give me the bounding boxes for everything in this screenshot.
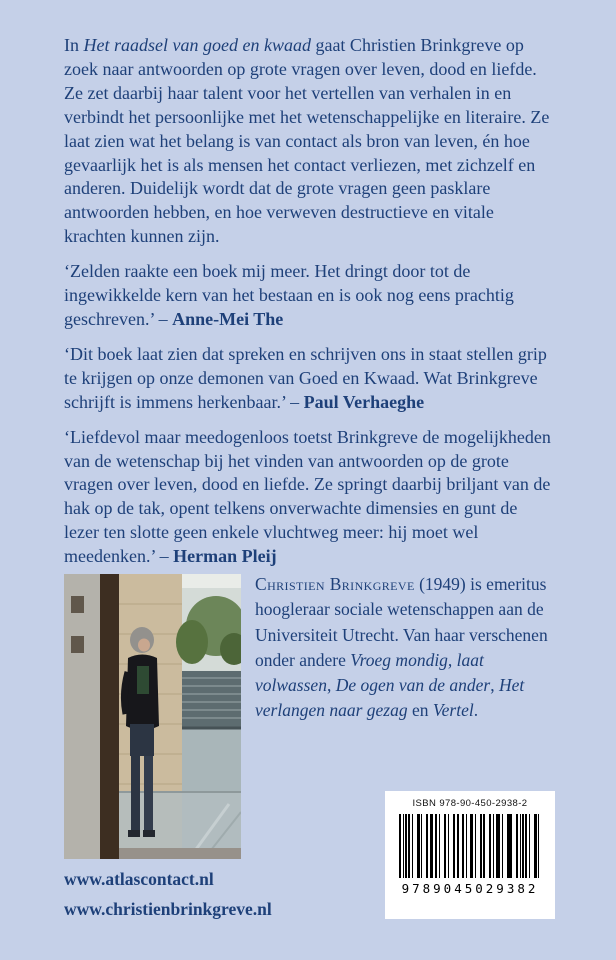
barcode-digits: 9789045029382 bbox=[401, 881, 539, 896]
quote-herman-pleij bbox=[64, 426, 556, 569]
bio-work-title: Vroeg mondig, laat volwassen bbox=[255, 649, 484, 696]
intro-pre: In bbox=[64, 35, 84, 55]
intro-paragraph bbox=[64, 34, 556, 249]
back-cover-text bbox=[64, 34, 556, 580]
bio-work-title: Vertel bbox=[432, 700, 474, 721]
bio-separator: en bbox=[407, 700, 433, 721]
quote-text: ‘Liefdevol maar meedogenloos toetst Brinkgreve de mogelijkheden van de wetenschap bij het vinden van antwoorden op de grote vragen over leven, dood en liefde. Ze springt daarbij briljant van de hak op de tak, opent telkens onverwachte dimensies en gunt de lezer ten slotte geen enkele vluchtweg meer: hij moet wel meedenken.’ – bbox=[64, 426, 551, 567]
publisher-links bbox=[64, 864, 272, 924]
author-photo bbox=[64, 574, 241, 859]
barcode-bars bbox=[399, 814, 541, 878]
bio-period: . bbox=[473, 700, 479, 721]
bio-separator: , bbox=[326, 675, 336, 696]
intro-rest: gaat Christien Brinkgreve op zoek naar antwoorden op grote vragen over leven, dood en liefde. Ze zet daarbij haar talent voor het vertellen van verhalen in en verbindt het persoonlijke met het wetenschappelijke en literaire. Ze laat zien wat het belang is van contact als bron van leven, én hoe gevaarlijk het is als mensen het contact verliezen, met zichzelf en anderen. Duidelijk wordt dat de grote vragen geen pasklare antwoorden hebben, en hoe verweven destructieve en vitale krachten kunnen zijn. bbox=[64, 35, 550, 247]
quote-author: Paul Verhaeghe bbox=[303, 391, 425, 412]
author-photo-illustration bbox=[64, 574, 241, 859]
bio-work-title: De ogen van de ander bbox=[335, 675, 491, 696]
link-christienbrinkgreve[interactable]: www.christienbrinkgreve.nl bbox=[64, 899, 272, 919]
bio-separator: , bbox=[490, 675, 499, 696]
bio-work-title: Het verlangen naar gezag bbox=[255, 675, 525, 721]
book-title: Het raadsel van goed en kwaad bbox=[83, 35, 311, 55]
quote-paul-verhaeghe bbox=[64, 343, 556, 415]
author-name: Christien Brinkgreve bbox=[255, 574, 415, 594]
quote-text: ‘Zelden raakte een boek mij meer. Het dringt door tot de ingewikkelde kern van het bestaan en is ook nog eens prachtig geschreven.’ – bbox=[64, 261, 514, 329]
quote-anne-mei-the bbox=[64, 260, 556, 332]
quote-author: Herman Pleij bbox=[173, 546, 277, 567]
barcode-panel bbox=[385, 791, 555, 919]
bio-text: (1949) is emeritus hoogleraar sociale wetenschappen aan de Universiteit Utrecht. Van haar verschenen onder andere bbox=[255, 574, 548, 670]
isbn-label: ISBN 978-90-450-2938-2 bbox=[412, 798, 528, 809]
quote-text: ‘Dit boek laat zien dat spreken en schrijven ons in staat stellen grip te krijgen op onze demonen van Goed en Kwaad. Wat Brinkgreve schrijft is immens herkenbaar.’ – bbox=[64, 343, 547, 412]
quote-author: Anne-Mei The bbox=[172, 308, 284, 329]
link-atlascontact[interactable]: www.atlascontact.nl bbox=[64, 869, 214, 889]
author-bio bbox=[255, 572, 557, 724]
